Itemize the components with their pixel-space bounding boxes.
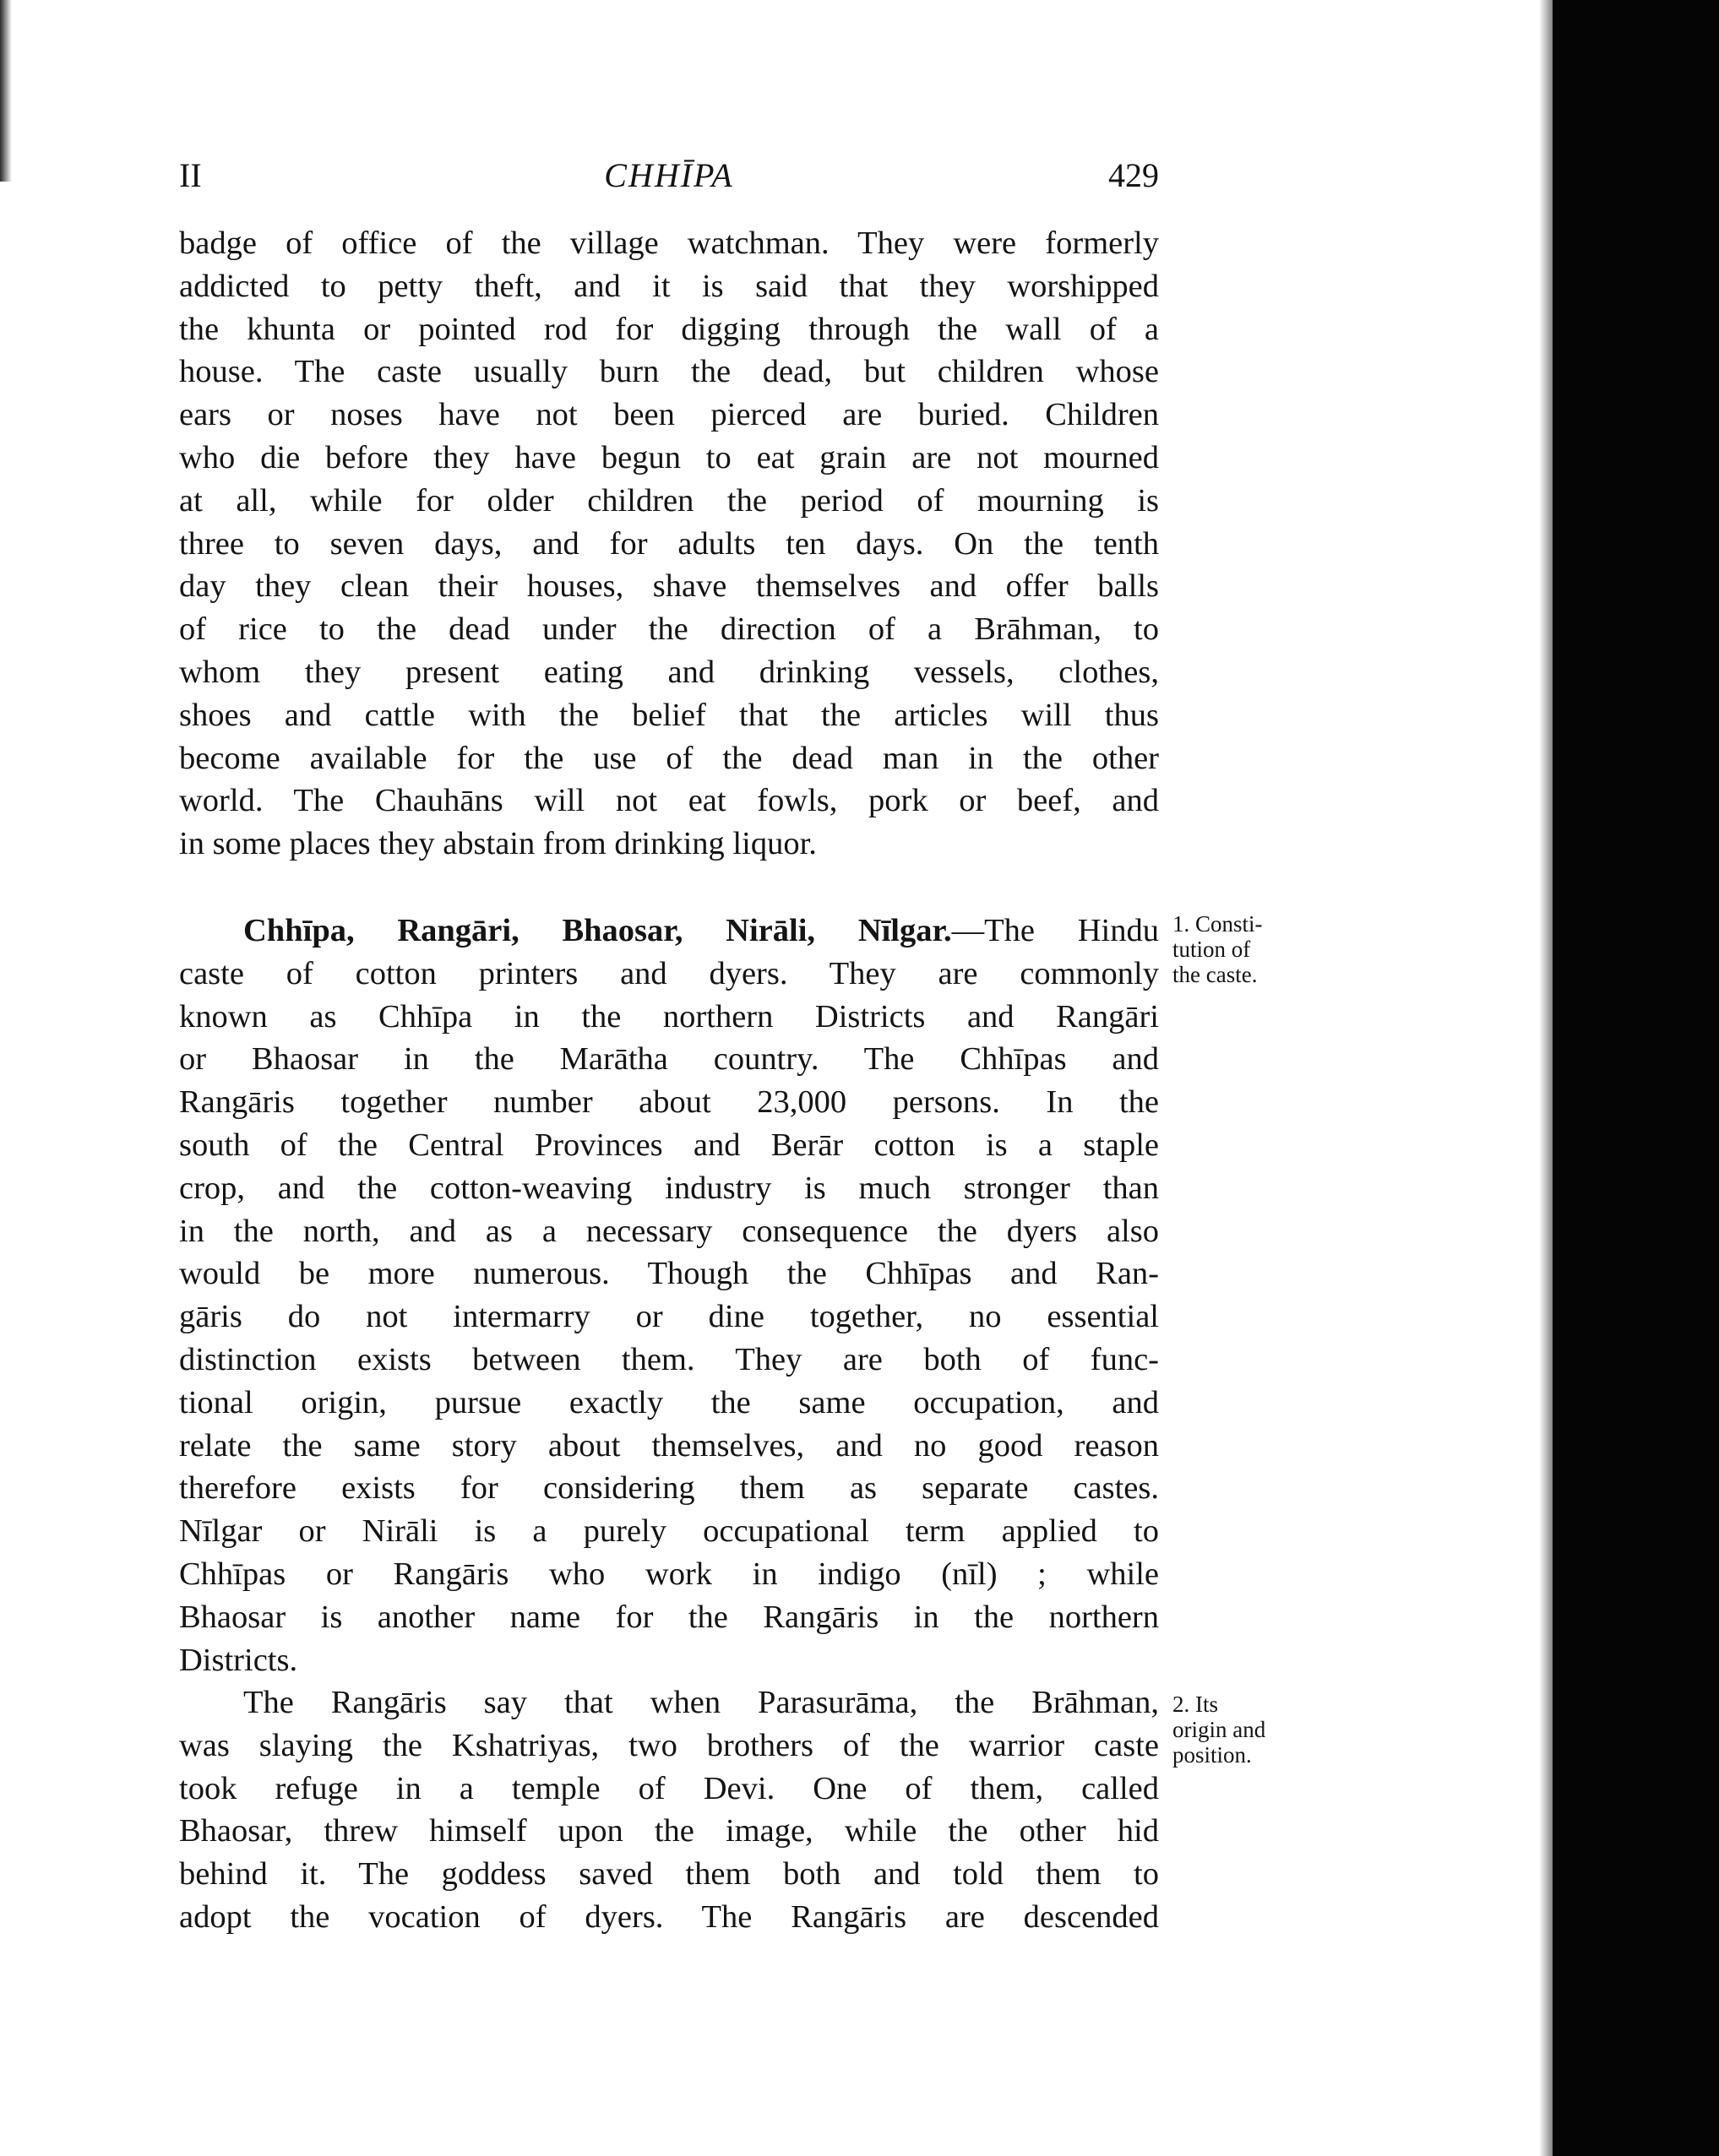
text-line: Bhaosar, threw himself upon the image, while the other hid	[179, 1813, 1159, 1849]
text-line: become available for the use of the dead man in the other	[179, 740, 1159, 776]
page-title: CHHĪPA	[604, 156, 734, 194]
scan-edge	[1553, 0, 1719, 2156]
text-line: gāris do not intermarry or dine together, no essential	[179, 1299, 1159, 1335]
page-number: 429	[1108, 156, 1159, 194]
text-line: took refuge in a temple of Devi. One of them, called	[179, 1770, 1159, 1806]
text-line: shoes and cattle with the belief that the articles will thus	[179, 697, 1159, 733]
text-line: south of the Central Provinces and Berār cotton is a staple	[179, 1127, 1159, 1163]
entry-first-line	[179, 910, 1159, 953]
text-line: Bhaosar is another name for the Rangāris in the northern	[179, 1599, 1159, 1635]
text-line: tional origin, pursue exactly the same occupation, and	[179, 1384, 1159, 1420]
text-line: known as Chhīpa in the northern Districts and Rangāri	[179, 998, 1159, 1035]
side-note-line: origin and	[1172, 1717, 1266, 1742]
text-line: crop, and the cotton-weaving industry is much stronger than	[179, 1170, 1159, 1206]
side-note-line: position.	[1172, 1742, 1252, 1768]
text-line: Rangāris together number about 23,000 persons. In the	[179, 1084, 1159, 1121]
text-line: was slaying the Kshatriyas, two brothers of the warrior caste	[179, 1727, 1159, 1763]
side-note-line: tution of	[1172, 937, 1251, 962]
text-line: ears or noses have not been pierced are buried. Children	[179, 397, 1159, 433]
side-note-line: 2. Its	[1172, 1692, 1218, 1717]
text-line: distinction exists between them. They are both of func-	[179, 1341, 1159, 1377]
side-note-line: 1. Consti-	[1172, 911, 1263, 937]
text-line: Districts.	[179, 1642, 298, 1678]
text-line: three to seven days, and for adults ten days. On the tenth	[179, 525, 1159, 562]
text-line: world. The Chauhāns will not eat fowls, pork or beef, and	[179, 783, 1159, 819]
binding-shadow	[0, 0, 12, 182]
paragraph-2	[179, 910, 1159, 1681]
text-line: caste of cotton printers and dyers. They are commonly	[179, 955, 1159, 991]
side-note-constitution	[1172, 911, 1299, 987]
text-line: addicted to petty theft, and it is said that they worshipped	[179, 268, 1159, 304]
text-line: Nīlgar or Nirāli is a purely occupational term applied to	[179, 1513, 1159, 1550]
running-head	[179, 150, 1159, 201]
text-line: therefore exists for considering them as separate castes.	[179, 1470, 1159, 1507]
text-line: behind it. The goddess saved them both and told them to	[179, 1856, 1159, 1893]
text-line: house. The caste usually burn the dead, but children whose	[179, 354, 1159, 390]
side-note-origin	[1172, 1692, 1299, 1768]
text-line: would be more numerous. Though the Chhīpas and Ran-	[179, 1256, 1159, 1292]
text-line: the khunta or pointed rod for digging through the wall of a	[179, 311, 1159, 347]
entry-headword: Chhīpa, Rangāri, Bhaosar, Nirāli, Nīlgar.	[243, 913, 952, 948]
side-note-line: the caste.	[1172, 962, 1258, 987]
text-line: relate the same story about themselves, and no good reason	[179, 1427, 1159, 1464]
text-line: whom they present eating and drinking vessels, clothes,	[179, 654, 1159, 690]
text-line: or Bhaosar in the Marātha country. The Chhīpas and	[179, 1041, 1159, 1078]
text-line: day they clean their houses, shave themselves and offer balls	[179, 568, 1159, 605]
text-line: adopt the vocation of dyers. The Rangāris are descended	[179, 1898, 1159, 1935]
text-line: Chhīpas or Rangāris who work in indigo (nīl) ; while	[179, 1556, 1159, 1592]
paragraph-1	[179, 222, 1159, 866]
text-line: The Rangāris say that when Parasurāma, the Brāhman,	[243, 1685, 1159, 1720]
paragraph-3	[179, 1681, 1159, 1939]
text-line: in some places they abstain from drinking liquor.	[179, 826, 817, 862]
text-line: who die before they have begun to eat grain are not mourned	[179, 439, 1159, 475]
text-line: of rice to the dead under the direction of a Brāhman, to	[179, 611, 1159, 648]
text-line: in the north, and as a necessary consequence the dyers also	[179, 1213, 1159, 1249]
entry-first-line-rest: —The Hindu	[951, 913, 1159, 948]
text-line: at all, while for older children the period of mourning is	[179, 482, 1159, 519]
chapter-number: II	[179, 156, 202, 194]
text-line: badge of office of the village watchman. They were formerly	[179, 225, 1159, 261]
